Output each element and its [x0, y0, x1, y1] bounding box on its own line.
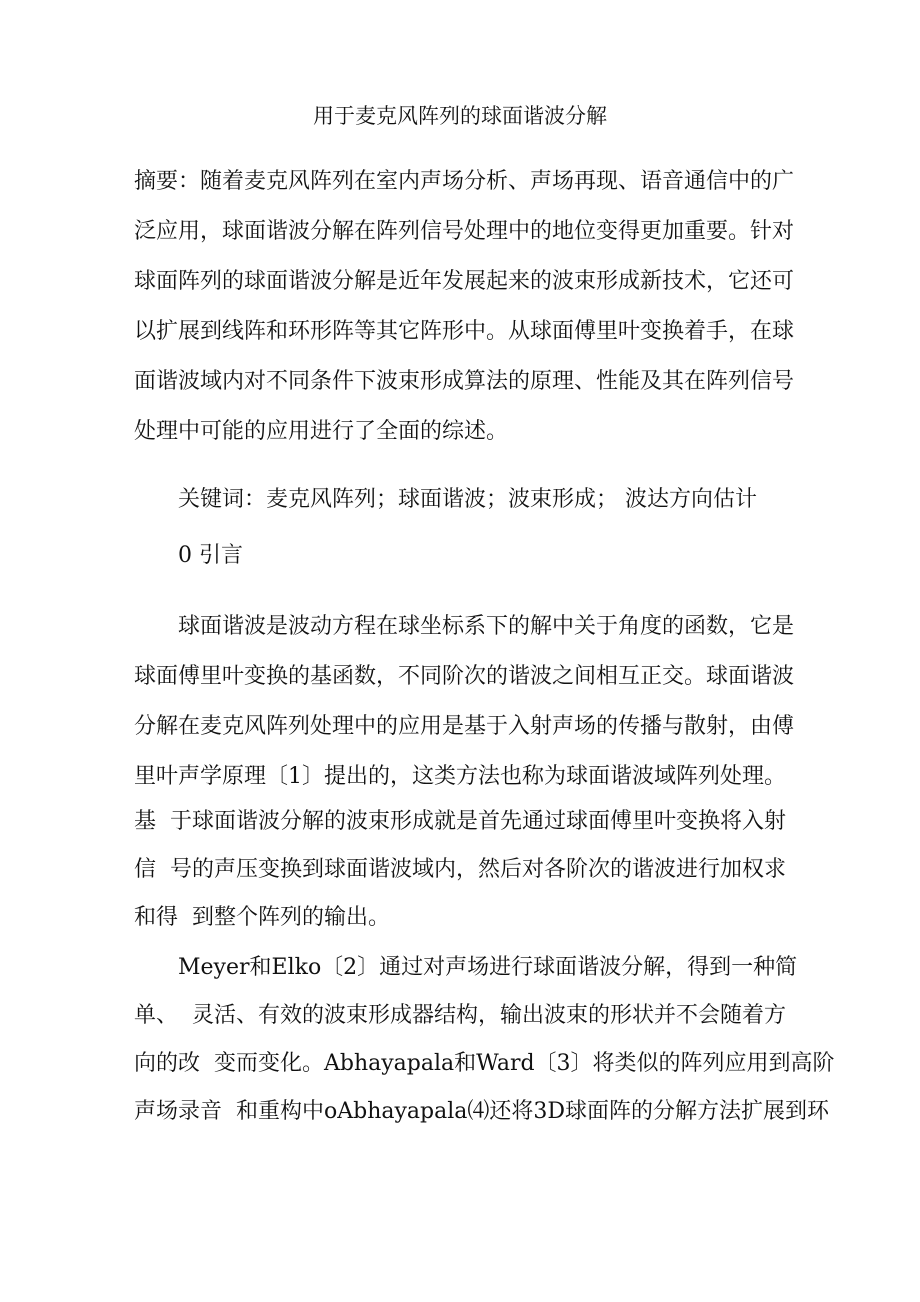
abstract-line: 泛应用，球面谐波分解在阵列信号处理中的地位变得更加重要。针对 — [134, 219, 795, 244]
paragraph-line: 声场录音 和重构中oAbhayapala⑷还将3D球面阵的分解方法扩展到环 — [134, 1099, 830, 1124]
paragraph-line: 里叶声学原理〔1〕提出的，这类方法也称为球面谐波域阵列处理。 — [134, 764, 786, 789]
abstract-line: 以扩展到线阵和环形阵等其它阵形中。从球面傅里叶变换着手，在球 — [134, 319, 795, 344]
abstract-line: 摘要：随着麦克风阵列在室内声场分析、声场再现、语音通信中的广 — [134, 169, 795, 194]
paragraph-line: 球面谐波是波动方程在球坐标系下的解中关于角度的函数，它是 — [178, 614, 795, 639]
paragraph-line: 和得 到整个阵列的输出。 — [134, 905, 390, 930]
abstract-line: 球面阵列的球面谐波分解是近年发展起来的波束形成新技术，它还可 — [134, 269, 795, 294]
paragraph-line: 信 号的声压变换到球面谐波域内，然后对各阶次的谐波进行加权求 — [134, 857, 786, 882]
document-title: 用于麦克风阵列的球面谐波分解 — [313, 104, 607, 128]
paragraph-line: 单、 灵活、有效的波束形成器结构，输出波束的形状并不会随着方 — [134, 1003, 786, 1028]
paragraph-line: 向的改 变而变化。Abhayapala和Ward〔3〕将类似的阵列应用到高阶 — [134, 1051, 835, 1076]
paragraph-line: 基 于球面谐波分解的波束形成就是首先通过球面傅里叶变换将入射 — [134, 809, 786, 834]
abstract-line: 处理中可能的应用进行了全面的综述。 — [134, 419, 509, 444]
section-heading: 0 引言 — [178, 543, 243, 568]
keywords: 关键词：麦克风阵列；球面谐波；波束形成； 波达方向估计 — [178, 487, 757, 512]
paragraph-line: Meyer和Elko〔2〕通过对声场进行球面谐波分解，得到一种简 — [178, 955, 798, 980]
paragraph-line: 分解在麦克风阵列处理中的应用是基于入射声场的传播与散射，由傅 — [134, 714, 795, 739]
abstract-line: 面谐波域内对不同条件下波束形成算法的原理、性能及其在阵列信号 — [134, 369, 795, 394]
paragraph-line: 球面傅里叶变换的基函数，不同阶次的谐波之间相互正交。球面谐波 — [134, 664, 795, 689]
